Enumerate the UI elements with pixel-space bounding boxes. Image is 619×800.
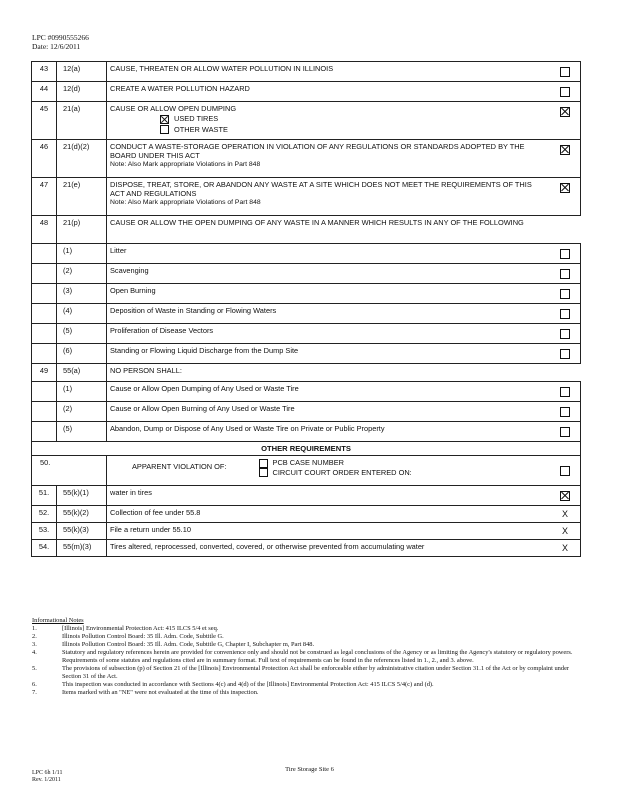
table-row	[32, 456, 581, 486]
section-ref: 12(a)	[57, 62, 107, 82]
used-tires-checkbox[interactable]	[160, 115, 169, 124]
sub-number: (5)	[57, 422, 107, 442]
sub-number: (4)	[57, 304, 107, 324]
sub-description: Open Burning	[107, 284, 551, 304]
violation-checkbox[interactable]	[560, 329, 570, 339]
sub-description: Cause or Allow Open Burning of Any Used or Waste Tire	[107, 402, 551, 422]
violation-checkbox[interactable]	[560, 407, 570, 417]
row-number: 48	[32, 216, 57, 244]
row-description: CREATE A WATER POLLUTION HAZARD	[107, 82, 551, 102]
row-note: Note: Also Mark appropriate Violations of Part 848	[110, 199, 261, 206]
table-row	[32, 523, 581, 540]
violation-checkbox-checked[interactable]	[560, 107, 570, 117]
sub-description: Deposition of Waste in Standing or Flowing Waters	[107, 304, 551, 324]
sub-number: (1)	[57, 382, 107, 402]
table-row	[32, 540, 581, 557]
row-number: 45	[32, 102, 57, 140]
violation-checkbox[interactable]	[560, 67, 570, 77]
table-row	[32, 102, 581, 140]
page-footer: Tire Storage Site 6	[285, 766, 334, 773]
option-pcb-case: PCB CASE NUMBER	[259, 458, 412, 468]
violation-checkbox-checked[interactable]	[560, 183, 570, 193]
section-ref: 55(k)(2)	[57, 506, 107, 523]
option-used-tires: USED TIRES	[110, 114, 547, 124]
section-ref: 21(e)	[57, 178, 107, 216]
violation-checkbox[interactable]	[560, 349, 570, 359]
row-number: 46	[32, 140, 57, 178]
other-waste-checkbox[interactable]	[160, 125, 169, 134]
row-number: 47	[32, 178, 57, 216]
sub-row	[32, 402, 581, 422]
violation-checkbox[interactable]	[560, 269, 570, 279]
violation-checkbox-checked[interactable]	[560, 491, 570, 501]
table-row	[32, 82, 581, 102]
row-description: DISPOSE, TREAT, STORE, OR ABANDON ANY WASTE AT A SITE WHICH DOES NOT MEET THE REQUIREMENTS OF THIS ACT AND REGULATIONS	[110, 180, 532, 198]
notes-title: Informational Notes	[32, 617, 84, 624]
violation-checkbox[interactable]	[560, 309, 570, 319]
row-description: CONDUCT A WASTE-STORAGE OPERATION IN VIOLATION OF ANY REGULATIONS OR STANDARDS ADOPTED BY THE BOARD UNDER THIS ACT	[110, 142, 525, 160]
violation-checkbox[interactable]	[560, 289, 570, 299]
section-ref: 55(k)(3)	[57, 523, 107, 540]
x-mark[interactable]: X	[561, 526, 568, 536]
sub-description: Standing or Flowing Liquid Discharge from the Dump Site	[107, 344, 551, 364]
section-ref: 21(a)	[57, 102, 107, 140]
row-description: CAUSE OR ALLOW OPEN DUMPING	[110, 104, 237, 113]
note-item: 1. [Illinois] Environmental Protection Act: 415 ILCS 5/4 et seq.	[32, 625, 219, 632]
sub-description: Cause or Allow Open Dumping of Any Used or Waste Tire	[107, 382, 551, 402]
note-item: 2. Illinois Pollution Control Board: 35 Ill. Adm. Code, Subtitle G.	[32, 633, 224, 640]
violation-checkbox[interactable]	[560, 387, 570, 397]
row-note: Note: Also Mark appropriate Violations in Part 848	[110, 161, 261, 168]
sub-row	[32, 264, 581, 284]
row-number: 49	[32, 364, 57, 382]
x-mark[interactable]: X	[561, 543, 568, 553]
table-row	[32, 62, 581, 82]
sub-row	[32, 324, 581, 344]
option-other-waste: OTHER WASTE	[110, 125, 547, 135]
sub-number: (1)	[57, 244, 107, 264]
circuit-court-checkbox[interactable]	[259, 468, 268, 477]
row-description: Tires altered, reprocessed, converted, covered, or otherwise prevented from accumulating water	[107, 540, 551, 557]
sub-description: Proliferation of Disease Vectors	[107, 324, 551, 344]
lpc-number: LPC #0990555266	[32, 33, 89, 42]
table-row	[32, 178, 581, 216]
sub-row	[32, 304, 581, 324]
note-item: 7. Items marked with an "NE" were not evaluated at the time of this inspection.	[32, 689, 259, 696]
table-row	[32, 364, 581, 382]
violation-checkbox[interactable]	[560, 87, 570, 97]
document-header	[32, 33, 89, 51]
other-requirements-heading: OTHER REQUIREMENTS	[32, 442, 581, 456]
section-heading-row	[32, 442, 581, 456]
section-ref: 12(d)	[57, 82, 107, 102]
row-description: NO PERSON SHALL:	[107, 364, 581, 382]
sub-row	[32, 284, 581, 304]
section-ref: 21(p)	[57, 216, 107, 244]
sub-row	[32, 382, 581, 402]
sub-row	[32, 244, 581, 264]
row-number: 51.	[32, 486, 57, 506]
option-circuit-court: CIRCUIT COURT ORDER ENTERED ON:	[259, 468, 412, 478]
row-description: water in tires	[107, 486, 551, 506]
sub-description: Scavenging	[107, 264, 551, 284]
note-item: 3. Illinois Pollution Control Board: 35 Ill. Adm. Code, Subtitle G, Chapter I, Subchapter m, Part 848.	[32, 641, 315, 648]
row-description: APPARENT VIOLATION OF:	[132, 462, 227, 471]
row-description: CAUSE, THREATEN OR ALLOW WATER POLLUTION IN ILLINOIS	[107, 62, 551, 82]
row-number: 50.	[32, 456, 107, 486]
table-row	[32, 216, 581, 244]
sub-number: (2)	[57, 402, 107, 422]
sub-number: (5)	[57, 324, 107, 344]
sub-description: Litter	[107, 244, 551, 264]
sub-description: Abandon, Dump or Dispose of Any Used or Waste Tire on Private or Public Property	[107, 422, 551, 442]
note-item: 4. Statutory and regulatory references herein are provided for convenience only and should not be construed as legal conclusions of the Agency or as limiting the Agency's statutory or regulatory powers. Requirements of some statutes and regulations cited are in summary format. Full text of requirements can be found in the references listed in 1., 2., and 3. above.	[32, 649, 573, 664]
sub-row	[32, 422, 581, 442]
row-number: 44	[32, 82, 57, 102]
violation-checkbox[interactable]	[560, 466, 570, 476]
section-ref: 21(d)(2)	[57, 140, 107, 178]
sub-number: (2)	[57, 264, 107, 284]
table-row	[32, 140, 581, 178]
row-description: Collection of fee under 55.8	[107, 506, 551, 523]
inspection-date: Date: 12/6/2011	[32, 42, 81, 51]
violations-table	[31, 61, 581, 557]
violation-checkbox-checked[interactable]	[560, 145, 570, 155]
form-id: LPC 6h 1/11 Rev. 1/2011	[32, 770, 63, 783]
sub-row	[32, 344, 581, 364]
section-ref: 55(a)	[57, 364, 107, 382]
section-ref: 55(m)(3)	[57, 540, 107, 557]
row-description: CAUSE OR ALLOW THE OPEN DUMPING OF ANY WASTE IN A MANNER WHICH RESULTS IN ANY OF THE FOLLOWING	[107, 216, 581, 244]
sub-number: (3)	[57, 284, 107, 304]
informational-notes	[32, 617, 582, 697]
sub-number: (6)	[57, 344, 107, 364]
pcb-case-checkbox[interactable]	[259, 459, 268, 468]
row-number: 53.	[32, 523, 57, 540]
row-number: 54.	[32, 540, 57, 557]
table-row	[32, 486, 581, 506]
note-item: 5. The provisions of subsection (p) of Section 21 of the [Illinois] Environmental Protection Act shall be enforceable either by administrative citation under Section 31.1 of the Act or by complaint under Section 31 of the Act.	[32, 665, 570, 680]
violation-checkbox[interactable]	[560, 427, 570, 437]
note-item: 6. This inspection was conducted in accordance with Sections 4(c) and 4(d) of the [Illinois] Environmental Protection Act: 415 ILCS 5/4(c) and (d).	[32, 681, 434, 688]
row-description: File a return under 55.10	[107, 523, 551, 540]
violation-checkbox[interactable]	[560, 249, 570, 259]
x-mark[interactable]: X	[561, 509, 568, 519]
row-number: 43	[32, 62, 57, 82]
row-number: 52.	[32, 506, 57, 523]
table-row	[32, 506, 581, 523]
section-ref: 55(k)(1)	[57, 486, 107, 506]
